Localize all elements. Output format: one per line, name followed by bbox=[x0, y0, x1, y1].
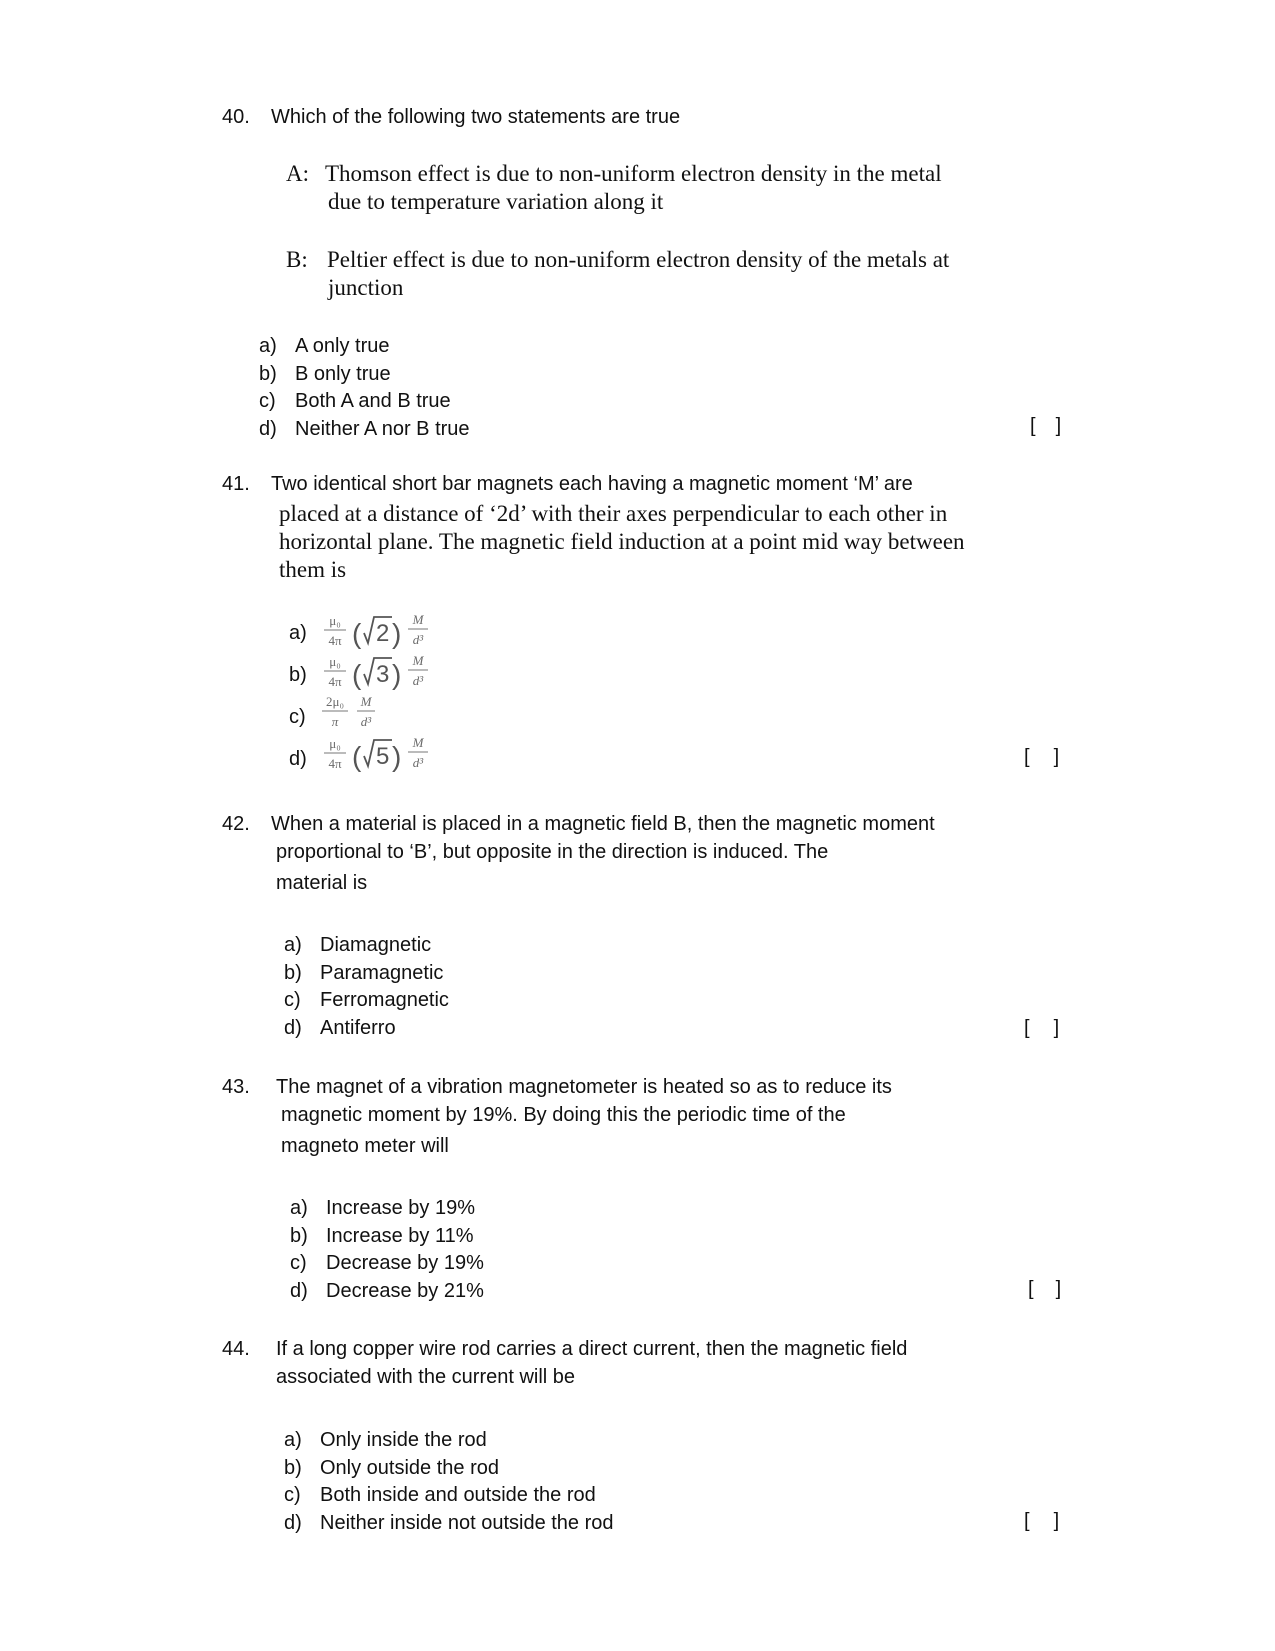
formula-frac-num: M bbox=[412, 612, 424, 627]
statement-a-text: due to temperature variation along it bbox=[328, 189, 664, 214]
formula-option-c bbox=[320, 692, 400, 736]
option-letter: b) bbox=[284, 961, 302, 984]
option-d bbox=[284, 1015, 449, 1043]
option-b bbox=[290, 1223, 484, 1251]
option-text: Paramagnetic bbox=[320, 961, 444, 984]
question-number: 41. bbox=[222, 473, 250, 495]
statement-a-label: A: bbox=[286, 161, 309, 186]
formula-coef-num: μ₀ bbox=[329, 654, 341, 669]
option-a bbox=[259, 333, 470, 361]
question-number: 42. bbox=[222, 813, 250, 835]
option-d bbox=[284, 1510, 614, 1538]
option-a bbox=[284, 932, 449, 960]
option-list bbox=[284, 932, 449, 1042]
formula-coef-num: μ₀ bbox=[329, 613, 341, 628]
svg-text:(: ( bbox=[352, 618, 362, 649]
option-c bbox=[290, 1250, 484, 1278]
option-text: Only outside the rod bbox=[320, 1456, 499, 1479]
option-list bbox=[290, 1195, 484, 1305]
formula-coef-den: 4π bbox=[328, 756, 342, 771]
formula-frac-den: d³ bbox=[360, 714, 372, 729]
svg-text:(: ( bbox=[352, 659, 362, 690]
question-text: material is bbox=[276, 872, 368, 894]
option-c bbox=[284, 987, 449, 1015]
formula-coef-num: μ₀ bbox=[329, 736, 341, 751]
option-letter: c) bbox=[259, 390, 276, 412]
option-letter: d) bbox=[284, 1511, 302, 1534]
bracket-close: ] bbox=[1055, 415, 1062, 437]
option-list bbox=[259, 333, 470, 443]
option-text: A only true bbox=[295, 335, 390, 357]
bracket-open: [ bbox=[1024, 746, 1030, 768]
option-d bbox=[259, 416, 470, 444]
question-number: 40. bbox=[222, 106, 250, 128]
formula-coef-den: 4π bbox=[328, 674, 342, 689]
statement-a-text: Thomson effect is due to non-uniform electron density in the metal bbox=[325, 161, 942, 186]
option-text: Decrease by 21% bbox=[326, 1279, 484, 1302]
formula-coef-num: 2μ₀ bbox=[325, 694, 345, 709]
option-b bbox=[284, 960, 449, 988]
question-text: The magnet of a vibration magnetometer is heated so as to reduce its bbox=[276, 1076, 892, 1098]
option-b bbox=[259, 361, 470, 389]
formula-frac-den: d³ bbox=[412, 755, 424, 770]
bracket-close: ] bbox=[1053, 1510, 1060, 1532]
answer-bracket[interactable] bbox=[1024, 1017, 1059, 1040]
bracket-open: [ bbox=[1024, 1510, 1030, 1532]
statement-b-text: Peltier effect is due to non-uniform electron density of the metals at bbox=[327, 247, 950, 272]
option-text: Ferromagnetic bbox=[320, 989, 449, 1011]
question-text: proportional to ‘B’, but opposite in the direction is induced. The bbox=[276, 841, 829, 863]
svg-text:(: ( bbox=[352, 741, 362, 772]
question-text: associated with the current will be bbox=[276, 1366, 576, 1388]
formula-root: 2 bbox=[376, 620, 390, 647]
bracket-open: [ bbox=[1030, 415, 1036, 437]
option-letter: d) bbox=[289, 748, 307, 770]
formula-coef-den: 4π bbox=[328, 633, 342, 648]
option-letter: a) bbox=[290, 1197, 308, 1219]
option-letter: d) bbox=[259, 417, 277, 440]
bracket-open: [ bbox=[1024, 1017, 1030, 1039]
question-text: them is bbox=[279, 557, 347, 582]
question-text: Two identical short bar magnets each having a magnetic moment ‘M’ are bbox=[271, 473, 913, 495]
formula-frac-num: M bbox=[412, 735, 424, 750]
svg-text:): ) bbox=[392, 618, 402, 649]
option-text: Antiferro bbox=[320, 1016, 396, 1039]
option-a bbox=[284, 1427, 614, 1455]
statement-b-text: junction bbox=[328, 275, 404, 300]
option-letter: d) bbox=[290, 1279, 308, 1302]
answer-bracket[interactable] bbox=[1028, 1278, 1061, 1301]
svg-text:): ) bbox=[392, 659, 402, 690]
option-text: Neither A nor B true bbox=[295, 417, 470, 440]
option-list bbox=[284, 1427, 614, 1537]
formula-frac-den: d³ bbox=[412, 632, 424, 647]
question-text: Which of the following two statements are true bbox=[271, 106, 681, 128]
option-letter: c) bbox=[284, 1484, 301, 1506]
bracket-close: ] bbox=[1053, 1017, 1060, 1039]
option-letter: b) bbox=[290, 1224, 308, 1247]
formula-root: 3 bbox=[376, 661, 390, 688]
formula-frac-num: M bbox=[412, 653, 424, 668]
bracket-open: [ bbox=[1028, 1278, 1034, 1300]
svg-text:): ) bbox=[392, 741, 402, 772]
formula-frac-den: d³ bbox=[412, 673, 424, 688]
option-text: Increase by 11% bbox=[326, 1224, 474, 1247]
question-text: horizontal plane. The magnetic field induction at a point mid way between bbox=[279, 529, 965, 554]
question-number: 44. bbox=[222, 1338, 250, 1360]
answer-bracket[interactable] bbox=[1024, 1510, 1059, 1533]
formula-frac-num: M bbox=[360, 694, 372, 709]
bracket-close: ] bbox=[1053, 746, 1060, 768]
question-text: magnetic moment by 19%. By doing this the periodic time of the bbox=[281, 1104, 846, 1126]
question-number: 43. bbox=[222, 1076, 250, 1098]
statement-b-label: B: bbox=[286, 247, 308, 272]
formula-option-d bbox=[320, 733, 440, 785]
option-c bbox=[284, 1482, 614, 1510]
answer-bracket[interactable] bbox=[1030, 415, 1061, 438]
option-letter: a) bbox=[289, 622, 307, 644]
question-text: placed at a distance of ‘2d’ with their axes perpendicular to each other in bbox=[279, 501, 948, 526]
option-letter: c) bbox=[290, 1252, 307, 1274]
option-letter: c) bbox=[284, 989, 301, 1011]
option-letter: b) bbox=[259, 362, 277, 385]
option-text: Neither inside not outside the rod bbox=[320, 1511, 614, 1534]
option-letter: a) bbox=[284, 1429, 302, 1451]
formula-root: 5 bbox=[376, 743, 390, 770]
option-text: B only true bbox=[295, 362, 391, 385]
option-letter: a) bbox=[259, 335, 277, 357]
question-text: If a long copper wire rod carries a direct current, then the magnetic field bbox=[276, 1338, 908, 1360]
option-letter: a) bbox=[284, 934, 302, 956]
option-b bbox=[284, 1455, 614, 1483]
option-text: Decrease by 19% bbox=[326, 1252, 484, 1274]
answer-bracket[interactable] bbox=[1024, 746, 1059, 769]
question-text: magneto meter will bbox=[281, 1135, 449, 1157]
option-letter: b) bbox=[289, 664, 307, 686]
option-letter: b) bbox=[284, 1456, 302, 1479]
bracket-close: ] bbox=[1055, 1278, 1062, 1300]
option-text: Both inside and outside the rod bbox=[320, 1484, 596, 1506]
option-letter: c) bbox=[289, 706, 306, 728]
option-c bbox=[259, 388, 470, 416]
option-text: Increase by 19% bbox=[326, 1197, 475, 1219]
option-text: Diamagnetic bbox=[320, 934, 432, 956]
option-d bbox=[290, 1278, 484, 1306]
option-text: Both A and B true bbox=[295, 390, 451, 412]
formula-coef-den: π bbox=[331, 714, 339, 729]
option-text: Only inside the rod bbox=[320, 1429, 487, 1451]
option-letter: d) bbox=[284, 1016, 302, 1039]
option-a bbox=[290, 1195, 484, 1223]
question-text: When a material is placed in a magnetic field B, then the magnetic moment bbox=[271, 813, 935, 835]
